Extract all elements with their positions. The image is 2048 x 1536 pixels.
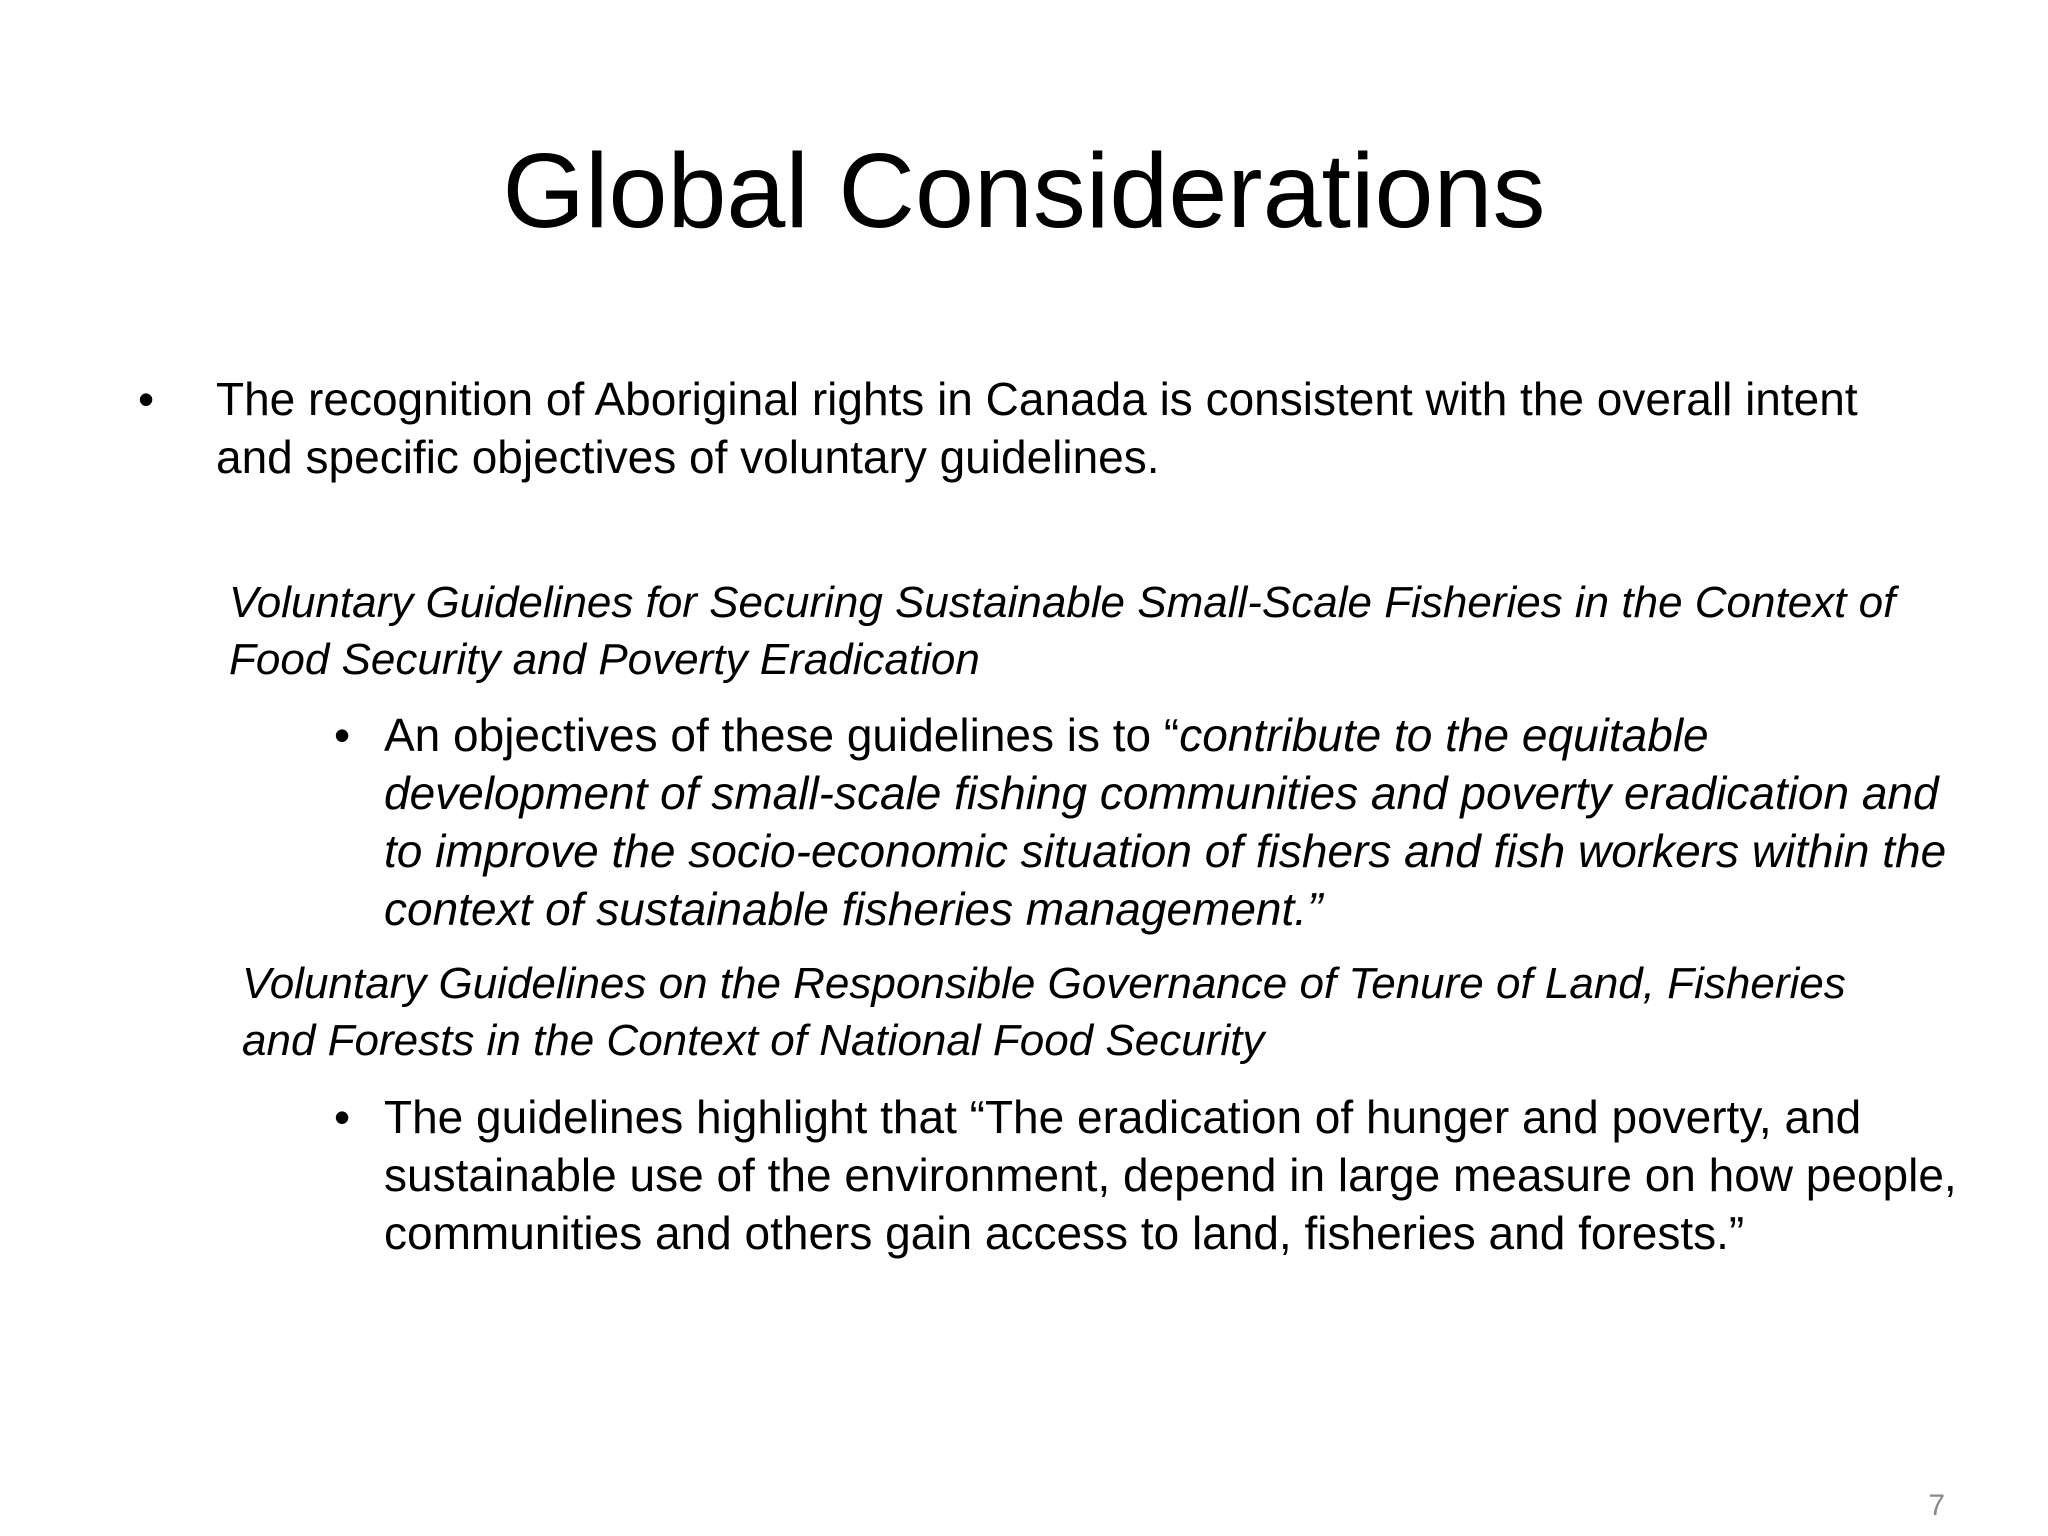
bullet-symbol: •: [138, 373, 155, 425]
guideline-heading-tenure-governance: Voluntary Guidelines on the Responsible Governance of Tenure of Land, Fisheries and Forests in the Context of National Food Security: [242, 959, 1846, 1065]
main-bullet: [138, 370, 1918, 486]
main-bullet-text: The recognition of Aboriginal rights in Canada is consistent with the overall intent and specific objectives of voluntary guidelines.: [216, 373, 1858, 483]
page-number: 7: [1928, 1489, 1945, 1522]
sub-bullet-text: [384, 706, 1974, 938]
bullet-symbol: •: [334, 1091, 351, 1143]
sub-bullet-tenure-governance: [334, 1088, 1974, 1262]
slide-title: Global Considerations: [502, 132, 1546, 250]
sub-bullet-text: The guidelines highlight that “The eradication of hunger and poverty, and sustainable use of the environment, depend in large measure on how people, communities and others gain access to land, fisheries and forests.”: [384, 1091, 1957, 1259]
sub-bullet-quote: contribute to the equitable development of small-scale fishing communities and poverty eradication and to improve the socio-economic situation of fishers and fish workers within the context of sustainable fisheries management.”: [384, 709, 1947, 935]
bullet-symbol: •: [334, 709, 351, 761]
sub-bullet-small-scale-fisheries: [334, 706, 1974, 938]
sub-bullet-prefix: An objectives of these guidelines is to “: [384, 709, 1180, 761]
guideline-heading-small-scale-fisheries: Voluntary Guidelines for Securing Sustainable Small-Scale Fisheries in the Context of Food Security and Poverty Eradication: [229, 578, 1896, 684]
